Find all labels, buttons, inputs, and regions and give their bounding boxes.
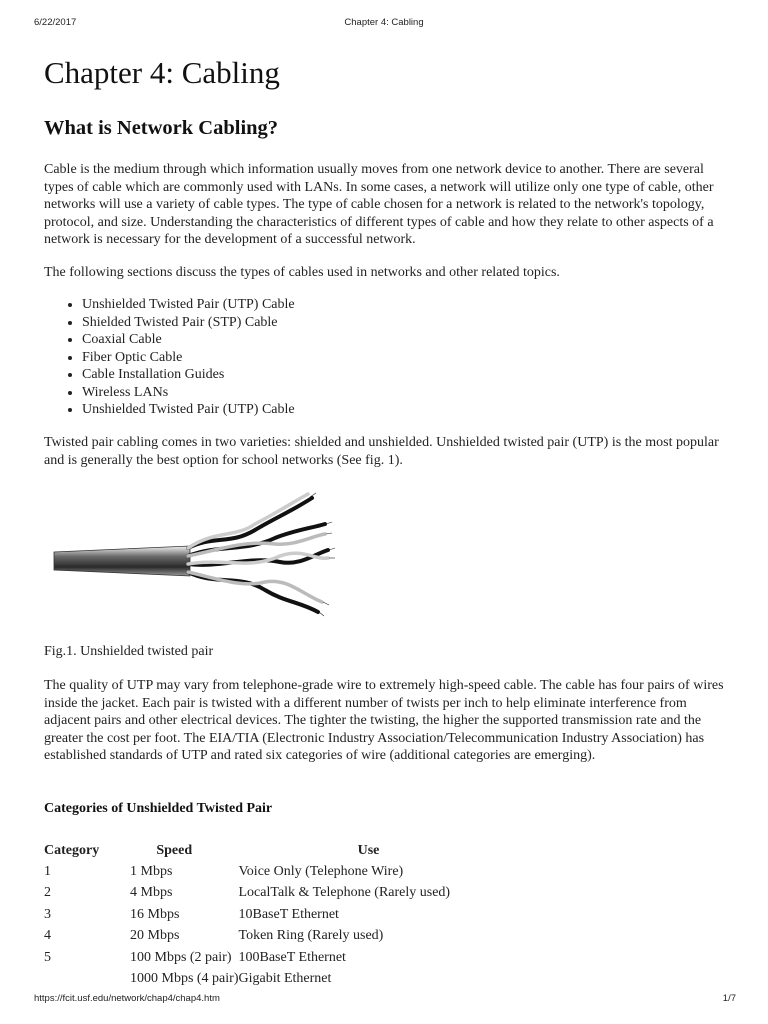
table-row bbox=[44, 883, 499, 905]
topic-list-item: • Unshielded Twisted Pair (UTP) Cable bbox=[82, 401, 295, 419]
utp-categories-table bbox=[44, 840, 499, 990]
topic-list-item: • Shielded Twisted Pair (STP) Cable bbox=[82, 314, 295, 332]
topic-list-item: • Coaxial Cable bbox=[82, 331, 295, 349]
topic-list-item: • Fiber Optic Cable bbox=[82, 349, 295, 367]
column-header-use: Use bbox=[357, 842, 380, 858]
topic-list-item: • Wireless LANs bbox=[82, 384, 295, 402]
page-number: 1/7 bbox=[722, 993, 736, 1004]
figure-caption: Fig.1. Unshielded twisted pair bbox=[44, 644, 214, 659]
print-header bbox=[0, 17, 768, 31]
table-row bbox=[44, 969, 499, 991]
table-row bbox=[44, 926, 499, 948]
table-row bbox=[44, 861, 499, 883]
page-title: Chapter 4: Cabling bbox=[44, 55, 280, 90]
table-cell: Voice Only (Telephone Wire) bbox=[238, 863, 404, 879]
table-cell: 100 Mbps (2 pair) bbox=[130, 949, 232, 965]
table-cell: 4 Mbps bbox=[130, 885, 173, 901]
topic-list bbox=[44, 296, 295, 419]
table-cell: Gigabit Ethernet bbox=[238, 971, 332, 987]
table-cell: 2 bbox=[44, 885, 51, 901]
section-title: What is Network Cabling? bbox=[44, 117, 279, 139]
print-footer bbox=[0, 993, 768, 1007]
table-cell: 3 bbox=[44, 906, 51, 922]
topic-list-item: • Cable Installation Guides bbox=[82, 366, 295, 384]
print-title: Chapter 4: Cabling bbox=[344, 17, 424, 28]
table-cell: 5 bbox=[44, 949, 51, 965]
table-row bbox=[44, 904, 499, 926]
utp-quality-paragraph: The quality of UTP may vary from telephone-grade wire to extremely high-speed cable. The cable has four pairs of wires inside the jacket. Each pair is twisted with a different number of twists per inch to help eliminate interference from adjacent pairs and other electrical devices. The tighter the twisting, the higher the supported transmission rate and the greater the cost per foot. The EIA/TIA (Electronic Industry Association/Telecommunication Industry Association) has established standards of UTP and rated six categories of wire (additional categories are emerging). bbox=[44, 678, 724, 763]
print-date: 6/22/2017 bbox=[34, 17, 77, 28]
intro-paragraph: Cable is the medium through which information usually moves from one network device to another. There are several types of cable which are commonly used with LANs. In some cases, a network will utilize only one type of cable, other networks will use a variety of cable types. The type of cable chosen for a network is related to the network's topology, protocol, and size. Understanding the characteristics of different types of cable and how they relate to other aspects of a network is necessary for the development of a successful network. bbox=[44, 162, 714, 247]
table-cell: 20 Mbps bbox=[130, 928, 180, 944]
print-url: https://fcit.usf.edu/network/chap4/chap4.htm bbox=[34, 993, 220, 1004]
twisted-pair-paragraph: Twisted pair cabling comes in two varieties: shielded and unshielded. Unshielded twisted pair (UTP) is the most popular and is generally the best option for school networks (See fig. 1). bbox=[44, 435, 719, 468]
column-header-category: Category bbox=[44, 842, 100, 858]
table-cell: 100BaseT Ethernet bbox=[238, 949, 346, 965]
table-row bbox=[44, 947, 499, 969]
topic-list-item: • Unshielded Twisted Pair (UTP) Cable bbox=[82, 296, 295, 314]
table-cell: 1000 Mbps (4 pair) bbox=[130, 971, 239, 987]
table-cell: 4 bbox=[44, 928, 51, 944]
utp-cable-illustration bbox=[50, 490, 340, 620]
table-cell: LocalTalk & Telephone (Rarely used) bbox=[238, 885, 451, 901]
sections-intro-paragraph: The following sections discuss the types of cables used in networks and other related topics. bbox=[44, 265, 560, 280]
column-header-speed: Speed bbox=[156, 842, 193, 858]
table-cell: 1 bbox=[44, 863, 51, 879]
table-cell bbox=[44, 969, 110, 991]
table-cell: 16 Mbps bbox=[130, 906, 180, 922]
categories-heading: Categories of Unshielded Twisted Pair bbox=[44, 801, 273, 816]
table-cell: 1 Mbps bbox=[130, 863, 173, 879]
table-header-row bbox=[44, 840, 499, 861]
table-cell: 10BaseT Ethernet bbox=[238, 906, 339, 922]
table-cell: Token Ring (Rarely used) bbox=[238, 928, 384, 944]
